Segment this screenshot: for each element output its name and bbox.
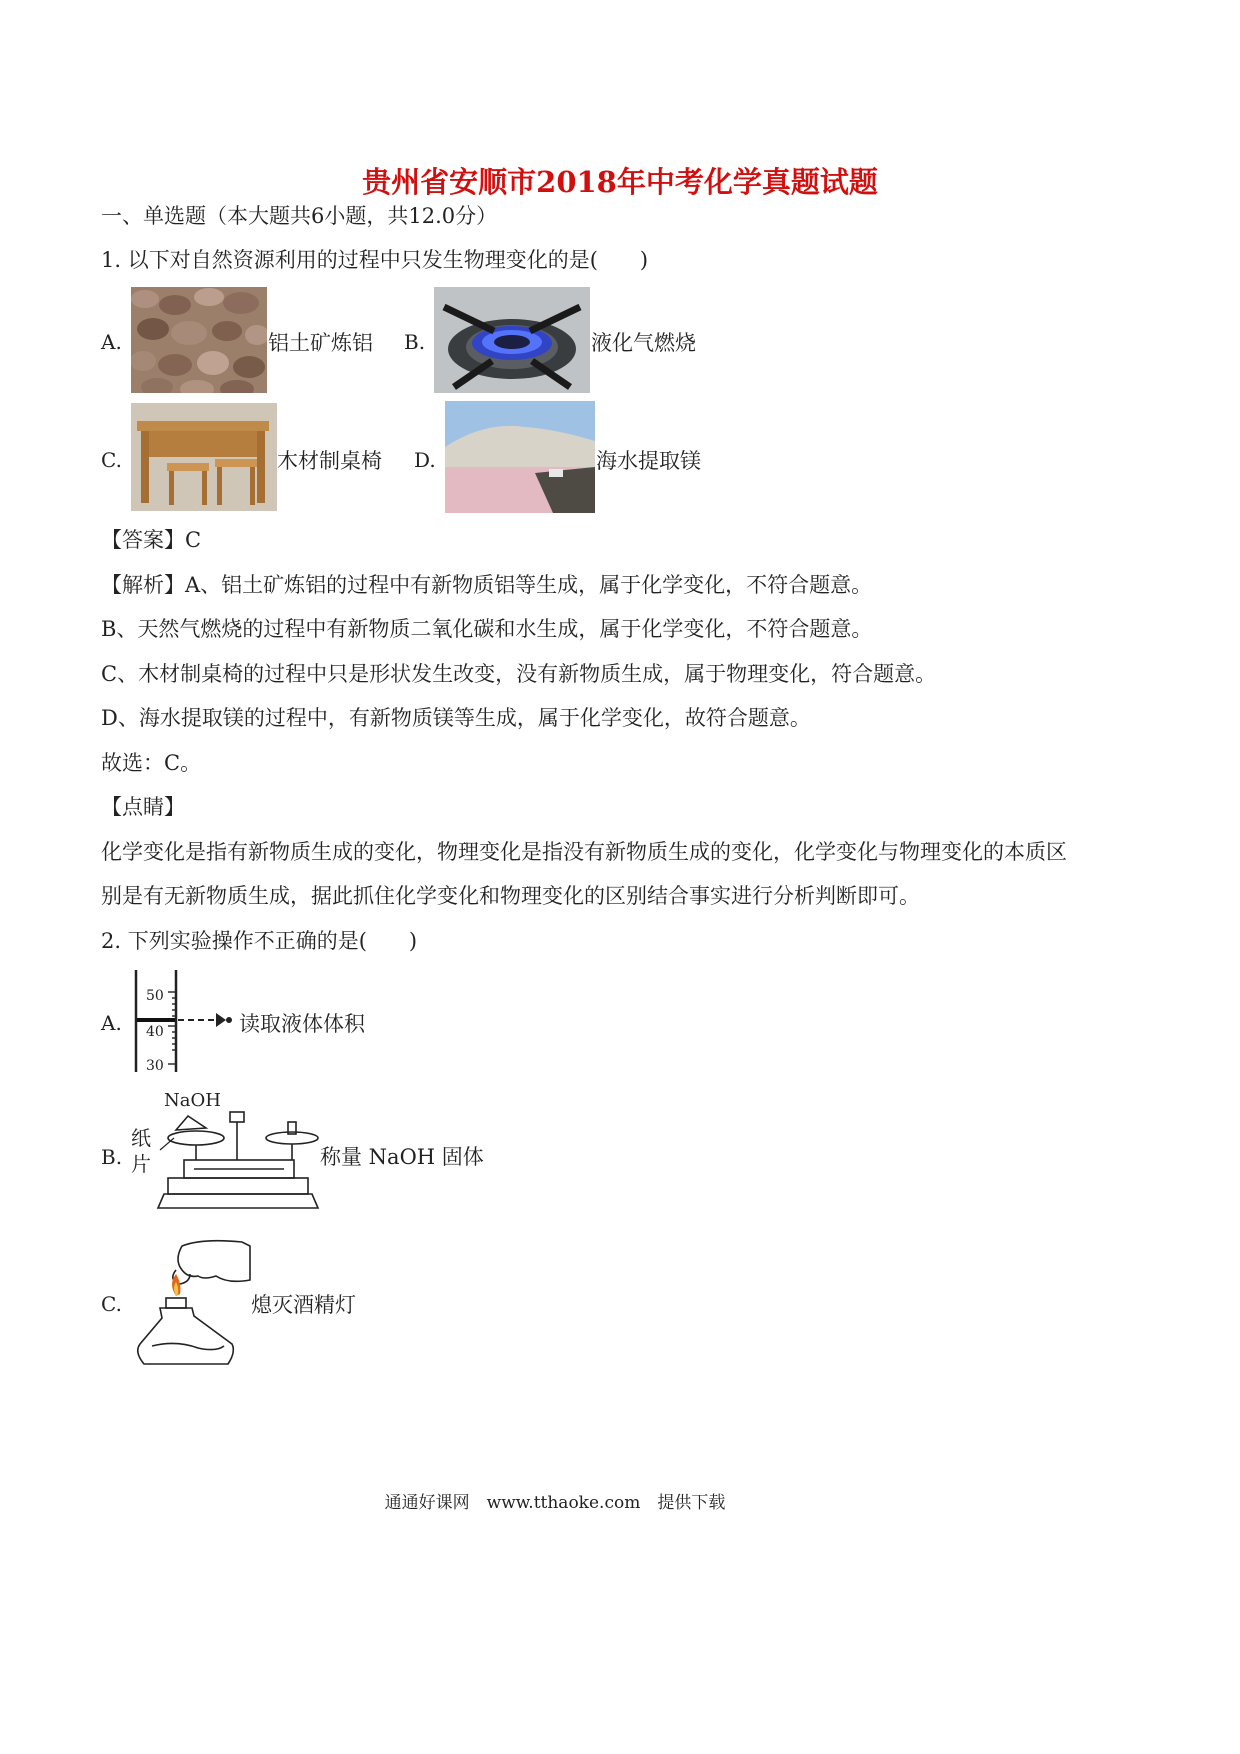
comment-heading: 【点睛】 bbox=[101, 795, 185, 819]
analysis-line-4: D、海水提取镁的过程中，有新物质镁等生成，属于化学变化，故符合题意。 bbox=[101, 706, 811, 730]
option-c-text: 木材制桌椅 bbox=[277, 449, 382, 473]
q2-option-b-letter: B. bbox=[101, 1145, 123, 1169]
paper-label-1: 纸 bbox=[131, 1126, 151, 1150]
alcohol-lamp-diagram bbox=[132, 1236, 254, 1376]
analysis-line-2: B、天然气燃烧的过程中有新物质二氧化碳和水生成，属于化学变化，不符合题意。 bbox=[101, 617, 873, 641]
option-d-text: 海水提取镁 bbox=[596, 449, 701, 473]
cylinder-tick-40: 40 bbox=[146, 1024, 164, 1040]
option-a-letter: A. bbox=[101, 330, 122, 354]
answer-line: 【答案】C bbox=[101, 528, 202, 552]
balance-diagram bbox=[154, 1108, 322, 1216]
comment-line-1: 化学变化是指有新物质生成的变化，物理变化是指没有新物质生成的变化，化学变化与物理变化的本质区 bbox=[101, 840, 1067, 864]
section-heading: 一、单选题（本大题共6小题，共12.0分） bbox=[101, 204, 498, 228]
q2-option-b-text: 称量 NaOH 固体 bbox=[320, 1145, 484, 1169]
footer-text: 通通好课网 www.tthaoke.com 提供下载 bbox=[384, 1493, 726, 1513]
paper-label-2: 片 bbox=[131, 1152, 151, 1176]
q2-option-c-text: 熄灭酒精灯 bbox=[251, 1293, 356, 1317]
option-a-text: 铝土矿炼铝 bbox=[268, 331, 373, 355]
analysis-line-3: C、木材制桌椅的过程中只是形状发生改变，没有新物质生成，属于物理变化，符合题意。 bbox=[101, 662, 937, 686]
question-2-stem: 2. 下列实验操作不正确的是( ) bbox=[101, 929, 418, 953]
q2-option-c-letter: C. bbox=[101, 1292, 122, 1316]
analysis-line-1: 【解析】A、铝土矿炼铝的过程中有新物质铝等生成，属于化学变化，不符合题意。 bbox=[101, 573, 873, 597]
q2-option-a-letter: A. bbox=[101, 1011, 122, 1035]
cylinder-tick-30: 30 bbox=[146, 1058, 164, 1074]
option-b-text: 液化气燃烧 bbox=[591, 331, 696, 355]
q2-option-a-text: 读取液体体积 bbox=[239, 1012, 365, 1036]
seawater-saltfield-image bbox=[445, 401, 595, 513]
option-b-letter: B. bbox=[404, 330, 426, 354]
cylinder-tick-50: 50 bbox=[146, 988, 164, 1004]
analysis-conclusion: 故选：C。 bbox=[101, 751, 202, 775]
option-d-letter: D. bbox=[414, 448, 436, 472]
comment-line-2: 别是有无新物质生成，据此抓住化学变化和物理变化的区别结合事实进行分析判断即可。 bbox=[101, 884, 920, 908]
question-1-stem: 1. 以下对自然资源利用的过程中只发生物理变化的是( ) bbox=[101, 248, 649, 272]
naoh-label: NaOH bbox=[164, 1090, 221, 1111]
wooden-desk-chairs-image bbox=[131, 403, 277, 511]
bauxite-image bbox=[131, 287, 267, 393]
graduated-cylinder-diagram bbox=[128, 968, 238, 1074]
page-title: 贵州省安顺市2018年中考化学真题试题 bbox=[362, 165, 878, 199]
gas-stove-flame-image bbox=[434, 287, 590, 393]
option-c-letter: C. bbox=[101, 448, 122, 472]
